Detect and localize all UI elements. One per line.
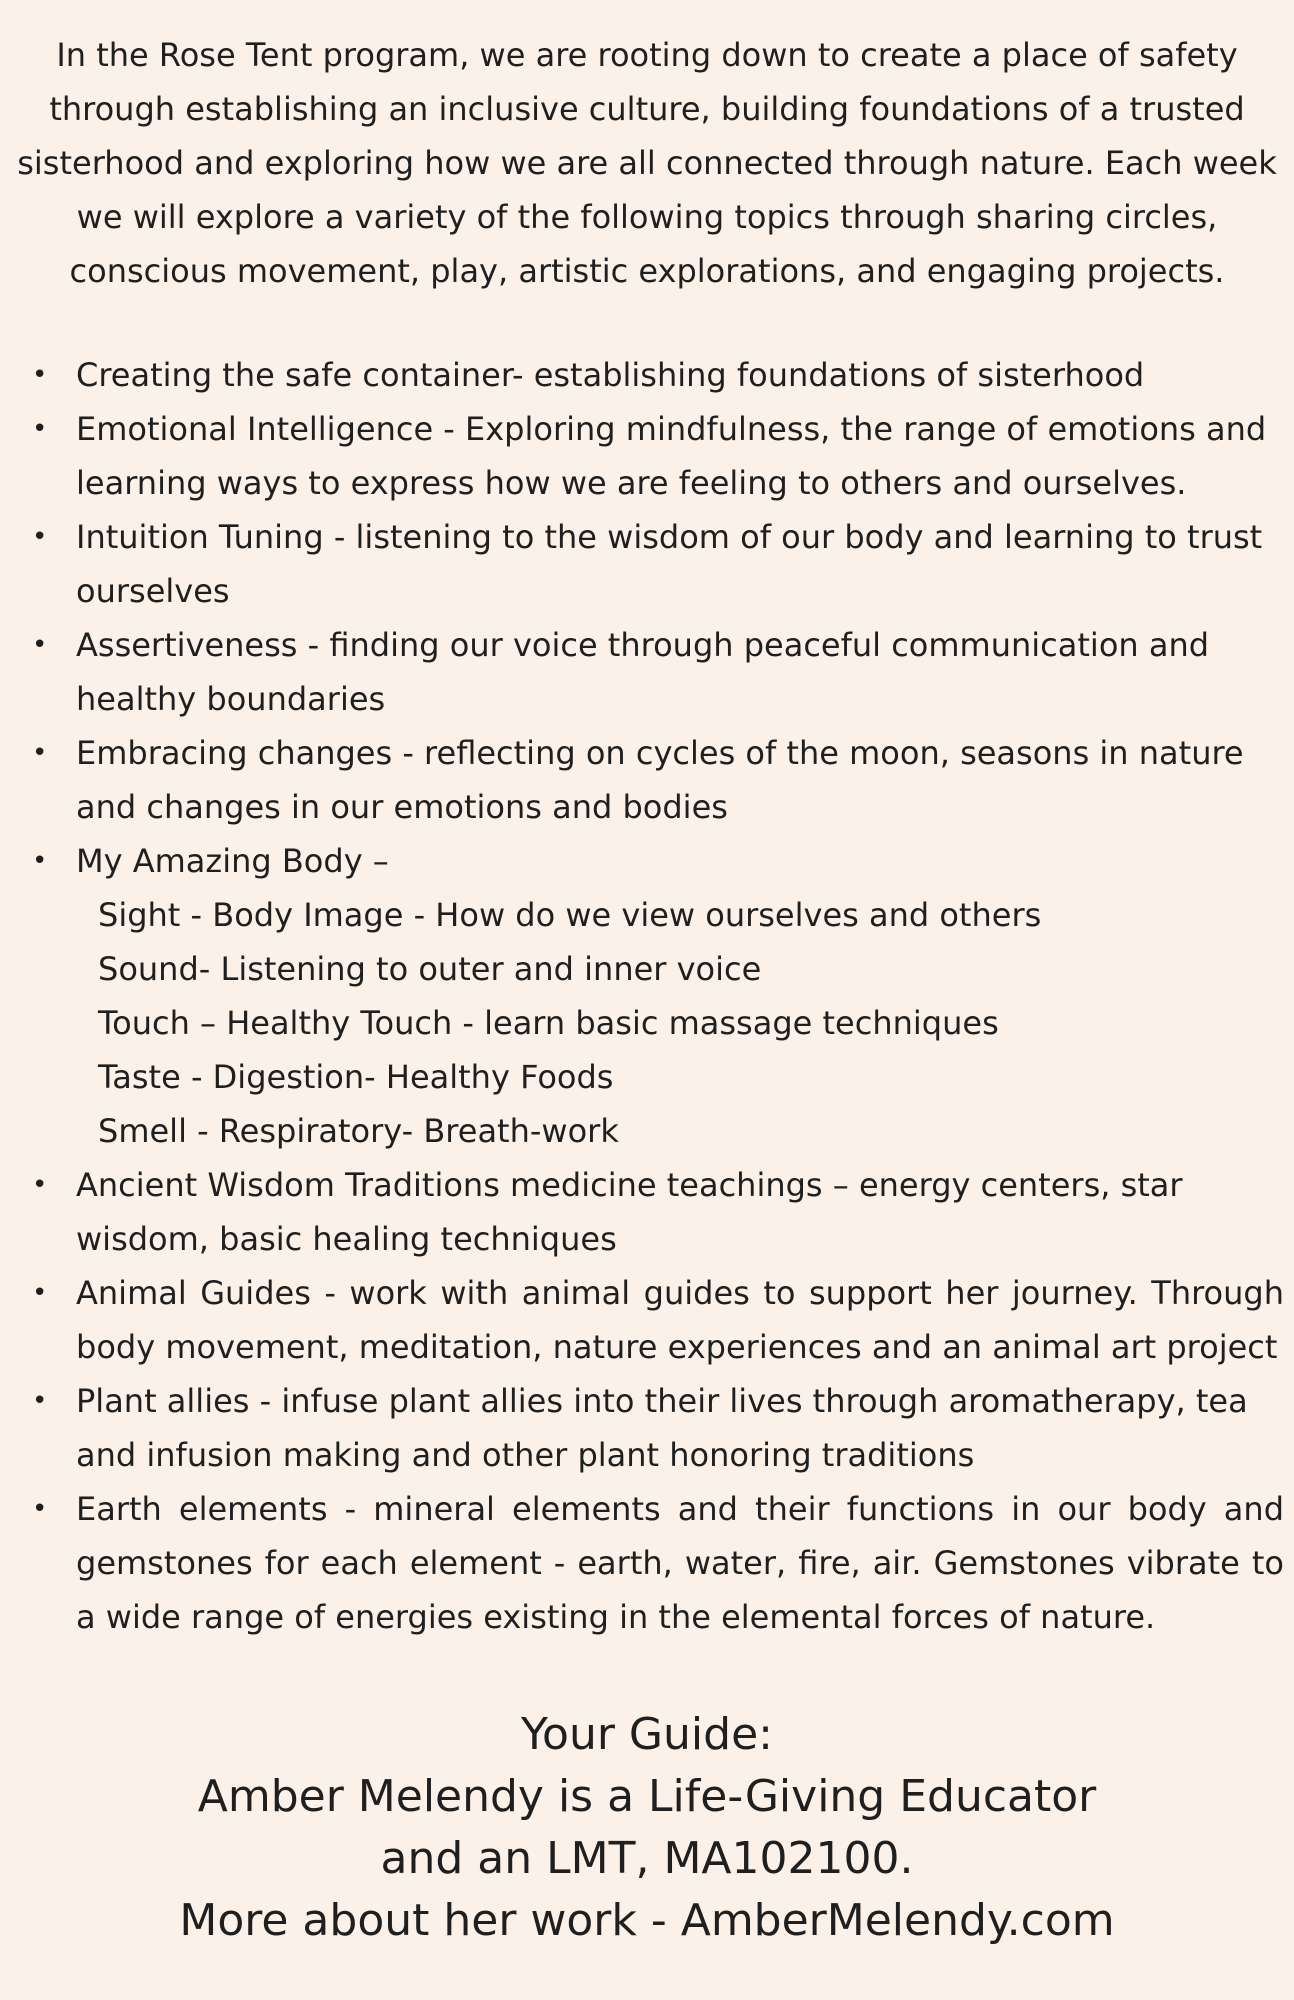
topic-text: Assertiveness - finding our voice through peaceful communication and healthy boundaries <box>76 626 1210 718</box>
topics-list <box>32 348 1284 1644</box>
list-item <box>32 1374 1284 1482</box>
bullet-icon: • <box>32 360 48 390</box>
topic-text: Intuition Tuning - listening to the wisdom of our body and learning to trust ourselves <box>76 518 1263 610</box>
topic-text: Embracing changes - reflecting on cycles of the moon, seasons in nature and changes in our emotions and bodies <box>76 734 1244 826</box>
list-item: Touch – Healthy Touch - learn basic massage techniques <box>98 1004 999 1042</box>
bullet-icon: • <box>32 1386 48 1416</box>
intro-paragraph: In the Rose Tent program, we are rooting down to create a place of safety through establishing an inclusive culture, building foundations of a trusted sisterhood and exploring how we are all connected through nature. Each week we will explore a variety of the following topics through sharing circles, conscious movement, play, artistic explorations, and engaging projects. <box>17 36 1277 290</box>
topic-text: Animal Guides - work with animal guides to support her journey. Through body movement, meditation, nature experiences and an animal art project <box>76 1274 1284 1366</box>
bullet-icon: • <box>32 1494 48 1524</box>
bullet-icon: • <box>32 738 48 768</box>
bullet-icon: • <box>32 1278 48 1308</box>
list-item <box>32 348 1284 402</box>
list-item <box>32 1158 1284 1266</box>
list-item: Taste - Digestion- Healthy Foods <box>98 1058 614 1096</box>
list-item <box>32 402 1284 510</box>
list-item <box>32 834 1284 1158</box>
list-item: Sight - Body Image - How do we view ourselves and others <box>98 896 1042 934</box>
list-item: Sound- Listening to outer and inner voice <box>98 950 762 988</box>
topic-text: My Amazing Body – <box>76 842 389 880</box>
topic-text: Earth elements - mineral elements and their functions in our body and gemstones for each element - earth, water, fire, air. Gemstones vibrate to a wide range of energies existing in the elemental forces of nature. <box>76 1490 1284 1636</box>
topic-text: Creating the safe container- establishing foundations of sisterhood <box>76 356 1145 394</box>
list-item <box>32 510 1284 618</box>
guide-license-line: and an LMT, MA102100. <box>380 1833 914 1884</box>
topic-text: Ancient Wisdom Traditions medicine teachings – energy centers, star wisdom, basic healing techniques <box>76 1166 1183 1258</box>
bullet-icon: • <box>32 1170 48 1200</box>
list-item <box>32 726 1284 834</box>
body-senses-list <box>76 888 1284 1158</box>
guide-heading: Your Guide: <box>521 1709 773 1760</box>
guide-website-line: More about her work - AmberMelendy.com <box>179 1895 1115 1946</box>
list-item <box>32 1266 1284 1374</box>
bullet-icon: • <box>32 414 48 444</box>
guide-section <box>0 1704 1294 1952</box>
bullet-icon: • <box>32 630 48 660</box>
bullet-icon: • <box>32 846 48 876</box>
list-item <box>32 618 1284 726</box>
list-item <box>32 1482 1284 1644</box>
bullet-icon: • <box>32 522 48 552</box>
topic-text: Emotional Intelligence - Exploring mindfulness, the range of emotions and learning ways to express how we are feeling to others and ourselves. <box>76 410 1267 502</box>
guide-bio-line: Amber Melendy is a Life-Giving Educator <box>197 1771 1097 1822</box>
topic-text: Plant allies - infuse plant allies into their lives through aromatherapy, tea and infusion making and other plant honoring traditions <box>76 1382 1248 1474</box>
list-item: Smell - Respiratory- Breath-work <box>98 1112 619 1150</box>
